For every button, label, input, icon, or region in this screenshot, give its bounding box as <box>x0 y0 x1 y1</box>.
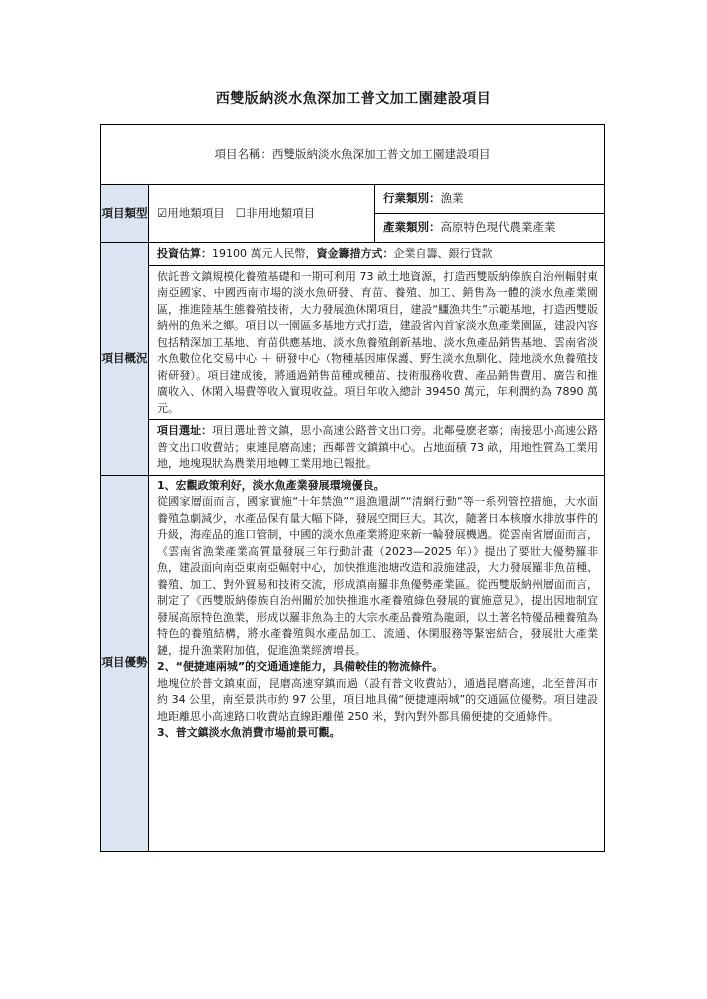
advantages-label: 項目優勢 <box>101 475 149 851</box>
industry-sector-value: 高原特色現代農業產業 <box>440 220 556 235</box>
industry-category-value: 漁業 <box>440 191 464 206</box>
project-type-options <box>149 185 375 243</box>
investment-value: 19100 萬元人民幣， <box>212 247 317 260</box>
project-type-label: 項目類型 <box>101 185 149 243</box>
advantages-content <box>149 475 605 851</box>
investment-label: 投資估算： <box>157 247 212 260</box>
document-title: 西雙版納淡水魚深加工普文加工園建設項目 <box>215 91 492 107</box>
site-row <box>101 420 605 476</box>
advantage-paragraph-2: 地塊位於普文鎮東面，昆磨高速穿鎮而過（設有普文收費站），通過昆磨高速，北至普洱市約 34 公里，南至景洪市約 97 公里，項目地具備“便捷連兩城”的交通區位優勢。項目建設地距離思小高速路口收費站直線距離僅 250 米，對內對外都具備便捷的交通條件。 <box>157 676 599 723</box>
advantage-heading-3: 3、普文鎮淡水魚消費市場前景可觀。 <box>157 726 341 739</box>
investment-row <box>101 243 605 266</box>
advantages-row <box>101 475 605 851</box>
project-name-row <box>101 125 605 185</box>
funding-value: 企業自籌、銀行貸款 <box>393 247 493 260</box>
description-row <box>101 265 605 420</box>
funding-label: 資金籌措方式： <box>316 247 394 260</box>
non-land-project-checkbox[interactable]: ☐非用地類項目 <box>235 205 316 220</box>
site-label: 項目選址： <box>157 424 213 437</box>
industry-sector-label: 產業類別： <box>383 220 441 235</box>
project-description: 依託普文鎮規模化養殖基礎和一期可利用 73 畝土地資源，打造西雙版納傣族自治州輻射東南亞國家、中國西南市場的淡水魚研發、育苗、養殖、加工、銷售為一體的淡水魚產業園區，推進陸基生態養殖技術，大力發展漁休閑項目，建設“鱷漁共生”示範基地，打造西雙版納州的魚米之鄉。項目以一園區多基地方式打造，建設省內首家淡水魚產業園區，建設內容包括精深加工基地、育苗供應基地、淡水魚養殖創新基地、淡水魚產品銷售基地、雲南省淡水魚數位化交易中心 ＋ 研發中心（物種基因庫保護、野生淡水魚馴化、陸地淡水魚養殖技術研發）。項目建成後，將通過銷售苗種或種苗、技術服務收費、產品銷售費用、廣告和推廣收入、休閑入場費等收入實現收益。項目年收入總計 39450 萬元，年利潤約為 7890 萬元。 <box>149 265 605 420</box>
site-info <box>149 420 605 476</box>
advantage-heading-2: 2、“便捷連兩城”的交通通達能力，具備較佳的物流條件。 <box>157 660 444 673</box>
industry-sector <box>375 214 605 243</box>
industry-category <box>375 185 605 214</box>
advantage-paragraph-1: 從國家層面而言，國家實施“十年禁漁”“退漁還湖”“清網行動”等一系列管控措施，大水面養殖急劇減少，水產品保有量大幅下降，發展空間巨大。其次，隨著日本核廢水排放事件的升級，海産品的進口管制，中國的淡水魚產業將迎來新一輪發展機遇。從雲南省層面而言，《雲南省漁業產業高質量發展三年行動計畫（2023—2025 年）》提出了要壯大優勢羅非魚，建設面向南亞東南亞輻射中心，加快推進池塘改造和設施建設，大力發展羅非魚苗種、養殖、加工、對外貿易和技術交流，形成滇南羅非魚優勢產業區。從西雙版納州層面而言，制定了《西雙版納傣族自治州關於加快推進水產養殖綠色發展的實施意見》，提出因地制宜發展高原特色漁業，形成以羅非魚為主的大宗水產品養殖為龍頭，以土著名特優品種養殖為特色的養殖結構，將水產養殖與水產品加工、流通、休閑服務等緊密結合，發展壯大產業鏈，提升漁業附加值，促進漁業經濟增長。 <box>157 495 599 657</box>
project-form-table <box>100 124 605 852</box>
project-type-row <box>101 185 605 214</box>
overview-label: 項目概況 <box>101 243 149 476</box>
site-value: 項目選址普文鎮，思小高速公路普文出口旁。北鄰曼麽老寨；南接思小高速公路普文出口收費站；東連昆磨高速；西鄰普文鎮鎮中心。占地面積 73 畝，用地性質為工業用地，地塊現狀為農業用地轉工業用地已報批。 <box>157 424 599 470</box>
land-project-checkbox[interactable]: ☑用地類項目 <box>157 205 225 220</box>
industry-category-label: 行業類別： <box>383 191 441 206</box>
investment-info <box>149 243 605 266</box>
project-name: 項目名稱：西雙版納淡水魚深加工普文加工園建設項目 <box>101 125 605 185</box>
advantage-heading-1: 1、宏觀政策利好，淡水魚產業發展環境優良。 <box>157 478 385 492</box>
